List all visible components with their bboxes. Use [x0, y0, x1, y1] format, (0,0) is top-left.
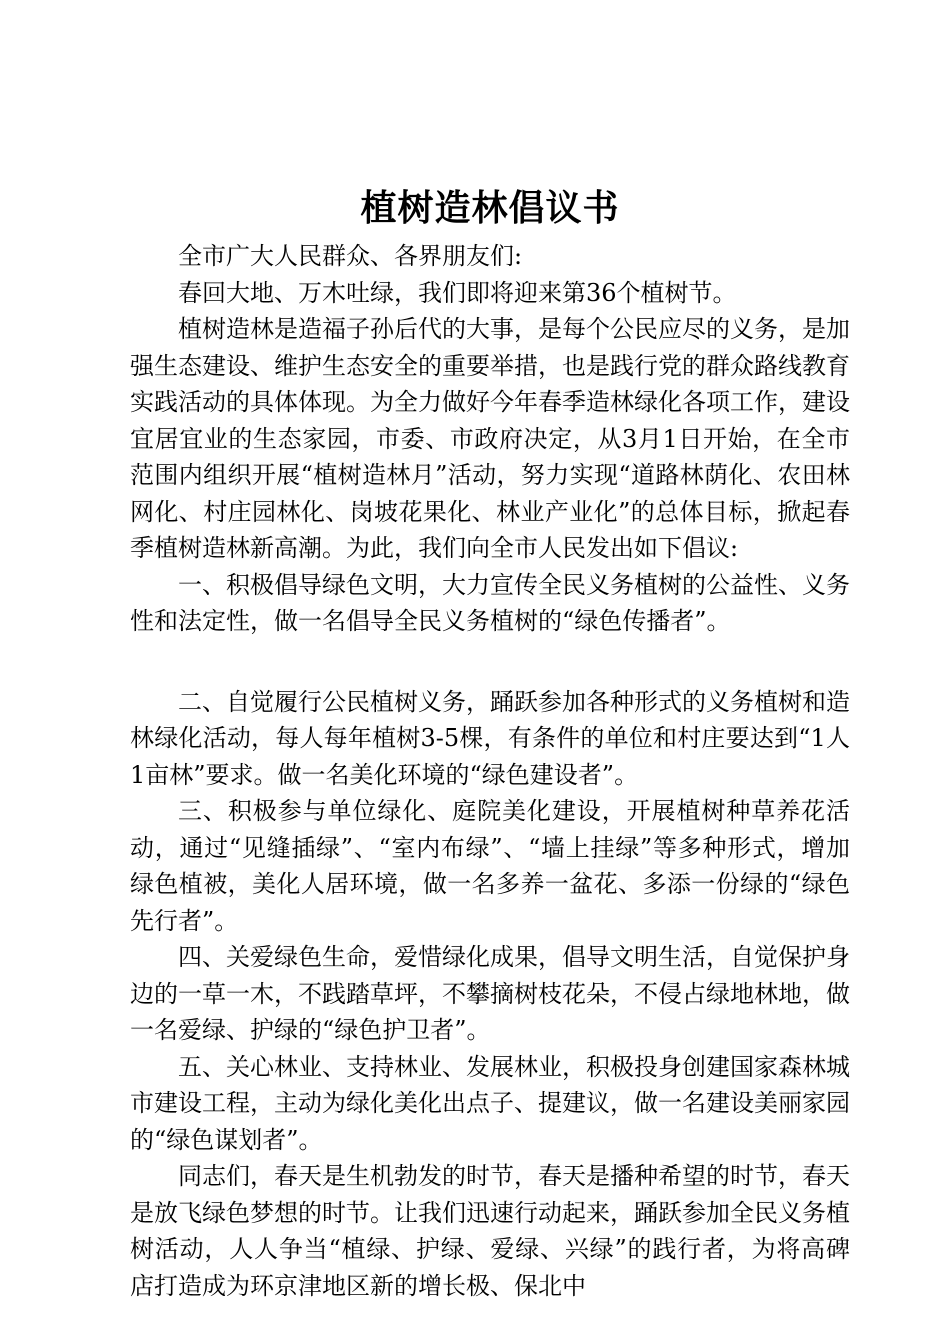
paragraph-background: 植树造林是造福子孙后代的大事，是每个公民应尽的义务，是加强生态建设、维护生态安全的重要举措，也是践行党的群众路线教育实践活动的具体体现。为全力做好今年春季造林绿化各项工作，建设宜居宜业的生态家园，市委、市政府决定，从3月1日开始，在全市范围内组织开展“植树造林月”活动，努力实现“道路林荫化、农田林网化、村庄园林化、岗坡花果化、林业产业化”的总体目标，掀起春季植树造林新高潮。为此，我们向全市人民发出如下倡议: — [130, 315, 850, 562]
document-title: 植树造林倡议书 — [360, 187, 620, 229]
paragraph-proposal-5: 五、关心林业、支持林业、发展林业，积极投身创建国家森林城市建设工程，主动为绿化美化出点子、提建议，做一名建设美丽家园的“绿色谋划者”。 — [130, 1052, 850, 1154]
paragraph-intro: 春回大地、万木吐绿，我们即将迎来第36个植树节。 — [178, 278, 737, 307]
paragraph-proposal-3: 三、积极参与单位绿化、庭院美化建设，开展植树种草养花活动，通过“见缝插绿”、“室内布绿”、“墙上挂绿”等多种形式，增加绿色植被，美化人居环境，做一名多养一盆花、多添一份绿的“绿色先行者”。 — [130, 797, 850, 935]
paragraph-proposal-2: 二、自觉履行公民植树义务，踊跃参加各种形式的义务植树和造林绿化活动，每人每年植树3-5棵，有条件的单位和村庄要达到“1人1亩林”要求。做一名美化环境的“绿色建设者”。 — [130, 687, 850, 789]
document-page — [130, 180, 850, 1304]
paragraph-closing: 同志们，春天是生机勃发的时节，春天是播种希望的时节，春天是放飞绿色梦想的时节。让我们迅速行动起来，踊跃参加全民义务植树活动，人人争当“植绿、护绿、爱绿、兴绿”的践行者，为将高碑店打造成为环京津地区新的增长极、保北中 — [130, 1162, 850, 1300]
salutation: 全市广大人民群众、各界朋友们: — [178, 242, 523, 270]
paragraph-spacer — [130, 640, 850, 684]
paragraph-proposal-4: 四、关爱绿色生命，爱惜绿化成果，倡导文明生活，自觉保护身边的一草一木，不践踏草坪，不攀摘树枝花朵，不侵占绿地林地，做一名爱绿、护绿的“绿色护卫者”。 — [130, 943, 850, 1044]
paragraph-proposal-1: 一、积极倡导绿色文明，大力宣传全民义务植树的公益性、义务性和法定性，做一名倡导全民义务植树的“绿色传播者”。 — [130, 570, 850, 635]
